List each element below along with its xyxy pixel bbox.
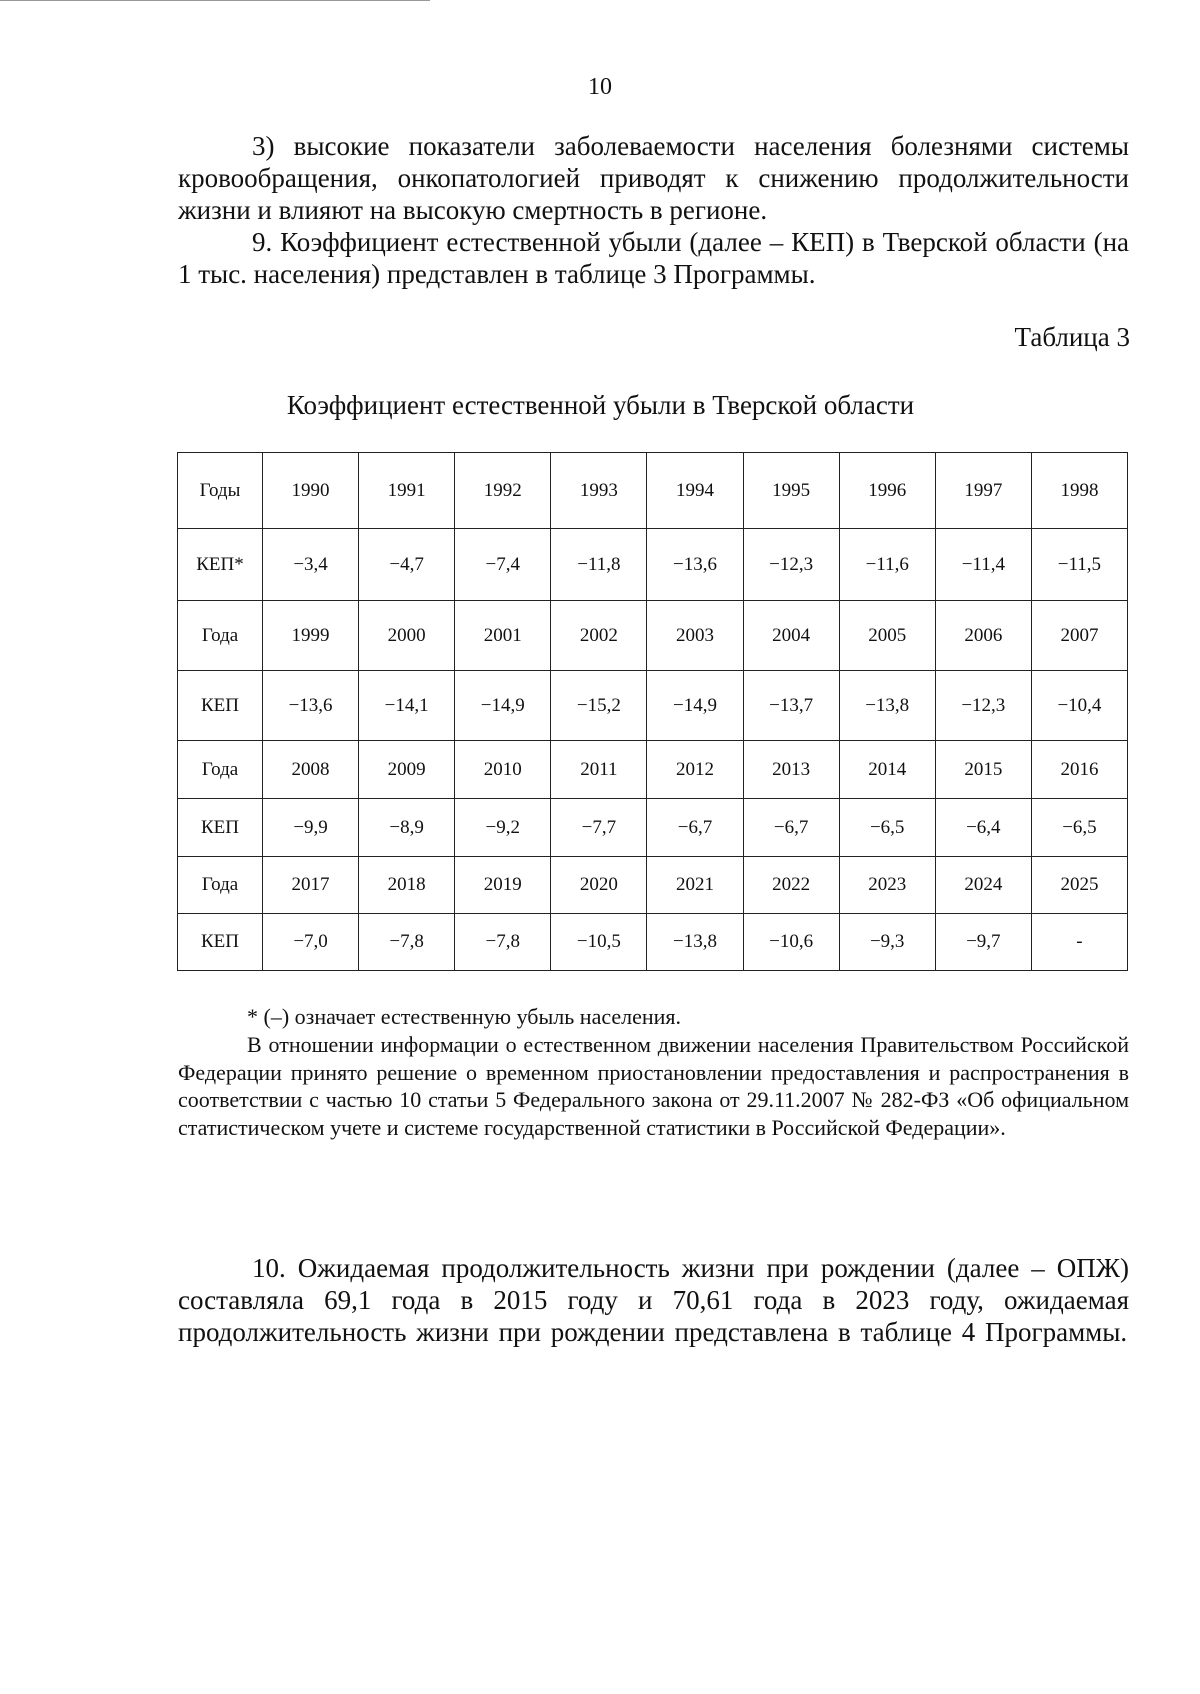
scan-edge-line	[0, 0, 430, 1]
table-cell: 2002	[551, 601, 647, 671]
table-cell: −13,6	[263, 671, 359, 741]
row-header: Года	[178, 857, 263, 914]
table-cell: 2005	[839, 601, 935, 671]
table-cell: −9,9	[263, 799, 359, 857]
table-cell: −12,3	[935, 671, 1031, 741]
table-cell: 2015	[935, 741, 1031, 799]
table-cell: −10,4	[1031, 671, 1127, 741]
table-cell: −6,5	[1031, 799, 1127, 857]
table-cell: 1999	[263, 601, 359, 671]
table-cell: 2022	[743, 857, 839, 914]
table-cell: −6,4	[935, 799, 1031, 857]
table-cell: −7,4	[455, 529, 551, 601]
table-title-text: Коэффициент естественной убыли в Тверской области	[286, 390, 915, 420]
table-row	[178, 529, 1128, 601]
table-cell: 2014	[839, 741, 935, 799]
table-cell: 2024	[935, 857, 1031, 914]
table-cell: -	[1031, 914, 1127, 971]
paragraph-3: 3) высокие показатели заболеваемости населения болезнями системы кровообращения, онкопатологией приводят к снижению продолжительности жизни и влияют на высокую смертность в регионе.	[178, 131, 1129, 225]
table-cell: −3,4	[263, 529, 359, 601]
table-cell: −8,9	[359, 799, 455, 857]
table-cell: −9,2	[455, 799, 551, 857]
table-cell: 1997	[935, 453, 1031, 529]
table-cell: −13,7	[743, 671, 839, 741]
table-cell: −6,7	[647, 799, 743, 857]
table-cell: 2021	[647, 857, 743, 914]
row-header: Года	[178, 741, 263, 799]
table-cell: −7,0	[263, 914, 359, 971]
table-cell: 2006	[935, 601, 1031, 671]
table-cell: 1992	[455, 453, 551, 529]
table-cell: −7,7	[551, 799, 647, 857]
table-cell: −7,8	[455, 914, 551, 971]
row-header: Годы	[178, 453, 263, 529]
kep-table	[177, 452, 1128, 971]
row-header: КЕП	[178, 914, 263, 971]
table-cell: 2019	[455, 857, 551, 914]
table-cell: −14,1	[359, 671, 455, 741]
table-cell: −11,5	[1031, 529, 1127, 601]
table-cell: −12,3	[743, 529, 839, 601]
row-header: Года	[178, 601, 263, 671]
table-cell: −14,9	[455, 671, 551, 741]
page-number: 10	[588, 74, 612, 100]
table-cell: −10,6	[743, 914, 839, 971]
table-row	[178, 857, 1128, 914]
table-row	[178, 671, 1128, 741]
table-row	[178, 914, 1128, 971]
table-cell: 2000	[359, 601, 455, 671]
footnote-minus: * (–) означает естественную убыль населения.	[247, 1004, 682, 1029]
table-row	[178, 799, 1128, 857]
table-cell: −13,6	[647, 529, 743, 601]
table-label: Таблица 3	[1014, 322, 1130, 352]
table-cell: −6,5	[839, 799, 935, 857]
table-cell: −11,4	[935, 529, 1031, 601]
table-cell: 2008	[263, 741, 359, 799]
table-cell: −15,2	[551, 671, 647, 741]
table-cell: 2010	[455, 741, 551, 799]
table-cell: 1994	[647, 453, 743, 529]
table-cell: 2017	[263, 857, 359, 914]
table-cell: 2013	[743, 741, 839, 799]
table-cell: 1996	[839, 453, 935, 529]
table-cell: 2016	[1031, 741, 1127, 799]
table-row	[178, 601, 1128, 671]
row-header: КЕП	[178, 671, 263, 741]
table-cell: 2012	[647, 741, 743, 799]
table-cell: 2018	[359, 857, 455, 914]
table-cell: −6,7	[743, 799, 839, 857]
table-cell: 1998	[1031, 453, 1127, 529]
table-cell: −14,9	[647, 671, 743, 741]
table-cell: −11,8	[551, 529, 647, 601]
table-cell: −7,8	[359, 914, 455, 971]
row-header: КЕП	[178, 799, 263, 857]
table-row	[178, 453, 1128, 529]
table-cell: −10,5	[551, 914, 647, 971]
table-cell: −4,7	[359, 529, 455, 601]
table-cell: 2011	[551, 741, 647, 799]
table-cell: −9,3	[839, 914, 935, 971]
table-cell: −9,7	[935, 914, 1031, 971]
table-cell: −13,8	[839, 671, 935, 741]
table-cell: 2025	[1031, 857, 1127, 914]
table-cell: −13,8	[647, 914, 743, 971]
paragraph-9: 9. Коэффициент естественной убыли (далее – КЕП) в Тверской области (на 1 тыс. населения) представлен в таблице 3 Программы.	[178, 227, 1129, 289]
table-cell: 1995	[743, 453, 839, 529]
paragraph-10: 10. Ожидаемая продолжительность жизни при рождении (далее – ОПЖ) составляла 69,1 года в 2015 году и 70,61 года в 2023 году, ожидаемая продолжительность жизни при рождении представлена в таблице 4 Программы.	[178, 1253, 1129, 1347]
table-cell: 2003	[647, 601, 743, 671]
row-header: КЕП*	[178, 529, 263, 601]
table-cell: 2009	[359, 741, 455, 799]
table-cell: −11,6	[839, 529, 935, 601]
table-cell: 2001	[455, 601, 551, 671]
table-cell: 2004	[743, 601, 839, 671]
table-row	[178, 741, 1128, 799]
table-cell: 2023	[839, 857, 935, 914]
table-title	[0, 390, 1200, 421]
note-statistics-suspension: В отношении информации о естественном движении населения Правительством Российской Федерации принято решение о временном приостановлении предоставления и распространения в соответствии с частью 10 статьи 5 Федерального закона от 29.11.2007 № 282-ФЗ «Об официальном статистическом учете и системе государственной статистики в Российской Федерации».	[178, 1032, 1129, 1140]
table-cell: 1990	[263, 453, 359, 529]
table-cell: 2020	[551, 857, 647, 914]
table-cell: 1993	[551, 453, 647, 529]
table-cell: 1991	[359, 453, 455, 529]
table-cell: 2007	[1031, 601, 1127, 671]
